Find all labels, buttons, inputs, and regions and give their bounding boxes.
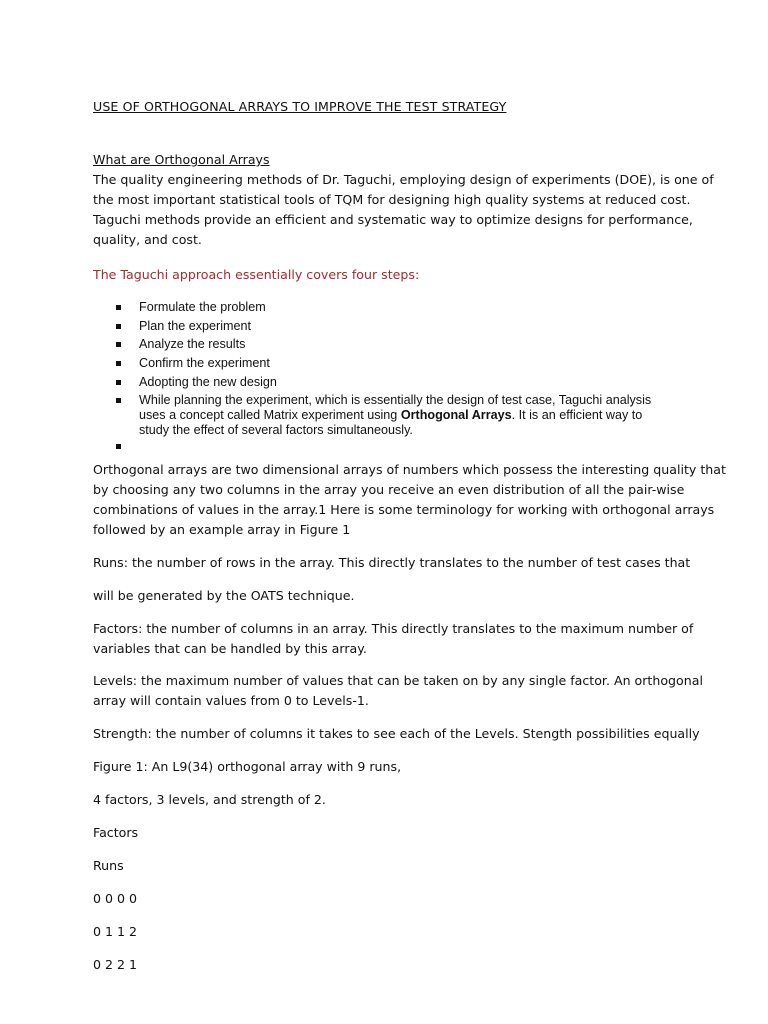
paragraph-line: Orthogonal arrays are two dimensional arrays of numbers which possess the interesting quality that xyxy=(93,462,726,477)
list-item-line xyxy=(139,408,651,423)
paragraph-line: followed by an example array in Figure 1 xyxy=(93,522,351,537)
figure-caption-line-2: 4 factors, 3 levels, and strength of 2. xyxy=(93,792,326,807)
bullet-square-icon xyxy=(116,444,121,449)
section-heading: What are Orthogonal Arrays xyxy=(93,152,270,167)
list-item-text: . It is an efficient way to xyxy=(511,408,643,423)
paragraph-line: variables that can be handled by this array. xyxy=(93,641,367,656)
array-row: 0 2 2 1 xyxy=(93,957,138,972)
intro-paragraph xyxy=(93,170,714,250)
figure-caption-line-1: Figure 1: An L9(34) orthogonal array with 9 runs, xyxy=(93,759,402,774)
bullet-square-icon xyxy=(116,305,121,310)
paragraph-line: combinations of values in the array.1 Here is some terminology for working with orthogonal arrays xyxy=(93,502,715,517)
list-item xyxy=(115,300,651,319)
factors-definition xyxy=(93,619,693,659)
list-item-label: Adopting the new design xyxy=(139,374,277,389)
paragraph-line: by choosing any two columns in the array you receive an even distribution of all the pair-wise xyxy=(93,482,685,497)
steps-intro: The Taguchi approach essentially covers four steps: xyxy=(93,267,420,282)
bullet-square-icon xyxy=(116,324,121,329)
runs-definition-continued: will be generated by the OATS technique. xyxy=(93,588,355,603)
bullet-square-icon xyxy=(116,398,121,403)
orthogonal-arrays-paragraph xyxy=(93,460,726,540)
factors-label: Factors xyxy=(93,825,139,840)
list-item-line: study the effect of several factors simultaneously. xyxy=(139,423,413,438)
paragraph-line: Factors: the number of columns in an array. This directly translates to the maximum number of xyxy=(93,621,694,636)
intro-line: quality, and cost. xyxy=(93,232,202,247)
list-item xyxy=(115,337,651,356)
list-item-bold-text: Orthogonal Arrays xyxy=(400,408,512,423)
levels-definition xyxy=(93,671,703,711)
list-item-label: Confirm the experiment xyxy=(139,356,270,371)
paragraph-line: array will contain values from 0 to Levels-1. xyxy=(93,693,369,708)
strength-definition: Strength: the number of columns it takes to see each of the Levels. Stength possibilities equally xyxy=(93,726,700,741)
list-item-text: uses a concept called Matrix experiment using xyxy=(139,408,401,423)
list-item xyxy=(115,393,651,439)
paragraph-line: Levels: the maximum number of values that can be taken on by any single factor. An orthogonal xyxy=(93,673,703,688)
list-item-empty xyxy=(115,439,651,454)
array-row: 0 1 1 2 xyxy=(93,924,138,939)
intro-line: The quality engineering methods of Dr. Taguchi, employing design of experiments (DOE), is one of xyxy=(93,172,714,187)
list-item-label: Plan the experiment xyxy=(139,318,252,333)
runs-definition: Runs: the number of rows in the array. This directly translates to the number of test cases that xyxy=(93,555,691,570)
list-item-line: While planning the experiment, which is essentially the design of test case, Taguchi analysis xyxy=(139,393,652,408)
intro-line: the most important statistical tools of TQM for designing high quality systems at reduced cost. xyxy=(93,192,691,207)
document-title: USE OF ORTHOGONAL ARRAYS TO IMPROVE THE TEST STRATEGY xyxy=(93,99,507,114)
steps-list xyxy=(115,300,651,454)
list-item-label: Formulate the problem xyxy=(139,300,266,314)
runs-label: Runs xyxy=(93,858,124,873)
list-item-label: Analyze the results xyxy=(139,337,246,352)
list-item xyxy=(115,319,651,338)
array-row: 0 0 0 0 xyxy=(93,891,138,906)
bullet-square-icon xyxy=(116,380,121,385)
intro-line: Taguchi methods provide an efficient and systematic way to optimize designs for performance, xyxy=(93,212,693,227)
bullet-square-icon xyxy=(116,342,121,347)
bullet-square-icon xyxy=(116,361,121,366)
list-item xyxy=(115,356,651,375)
list-item xyxy=(115,375,651,394)
